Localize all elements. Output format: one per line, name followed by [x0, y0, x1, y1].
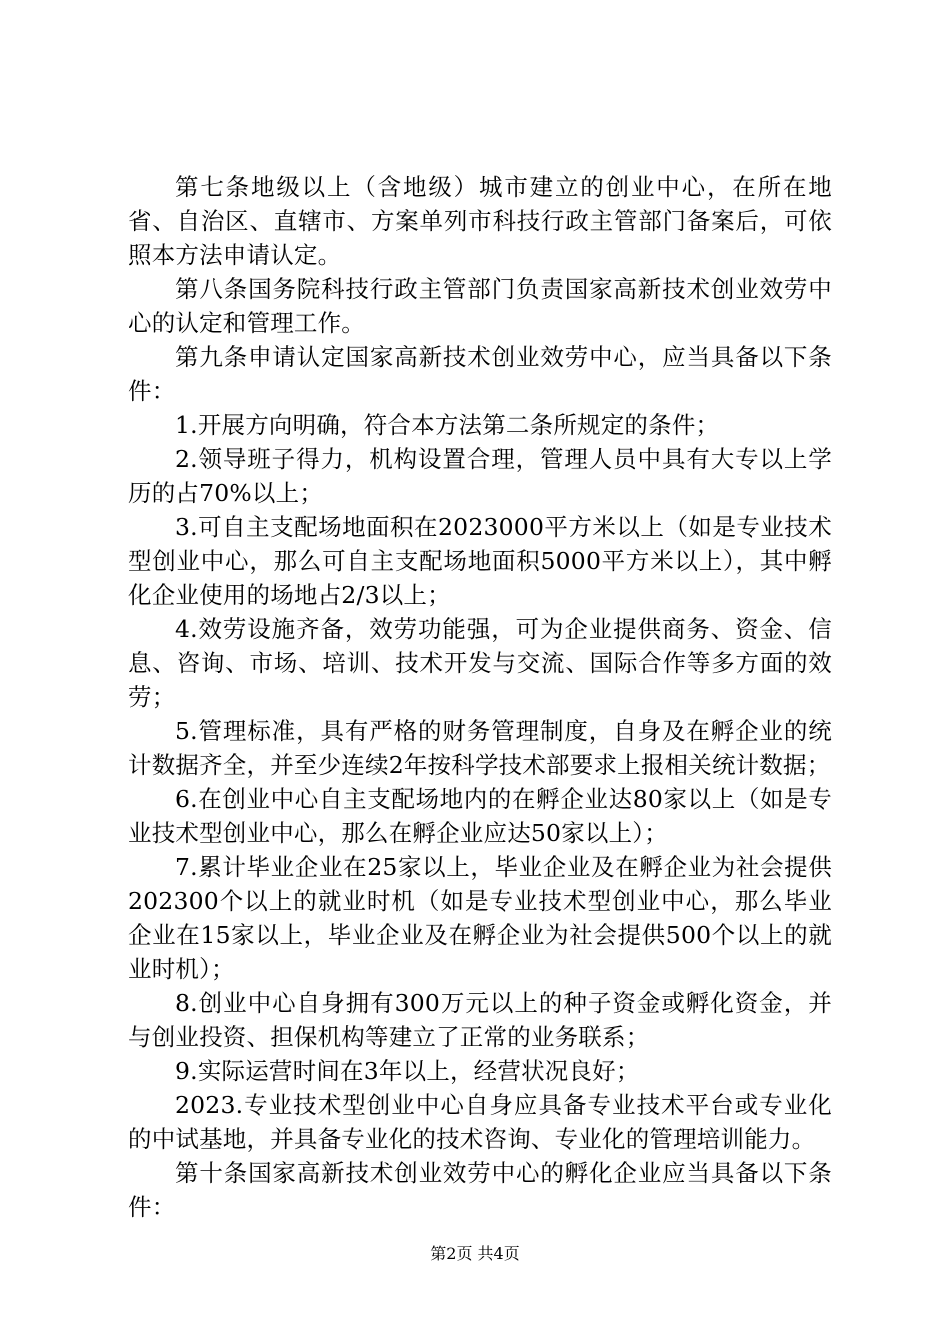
- condition-item-5: 5.管理标准，具有严格的财务管理制度，自身及在孵企业的统计数据齐全，并至少连续2年按科学技术部要求上报相关统计数据；: [128, 717, 832, 779]
- condition-item-7: 7.累计毕业企业在25家以上，毕业企业及在孵企业为社会提供202300个以上的就业时机（如是专业技术型创业中心，那么毕业企业在15家以上，毕业企业及在孵企业为社会提供500个以上的就业时机）；: [128, 853, 832, 983]
- condition-item-2: 2.领导班子得力，机构设置合理，管理人员中具有大专以上学历的占70%以上；: [128, 445, 832, 507]
- paragraph-article-8: 第八条国务院科技行政主管部门负责国家高新技术创业效劳中心的认定和管理工作。: [128, 275, 832, 337]
- paragraph-article-7: 第七条地级以上（含地级）城市建立的创业中心，在所在地省、自治区、直辖市、方案单列市科技行政主管部门备案后，可依照本方法申请认定。: [128, 173, 832, 269]
- condition-item-8: 8.创业中心自身拥有300万元以上的种子资金或孵化资金，并与创业投资、担保机构等建立了正常的业务联系；: [128, 989, 832, 1051]
- condition-item-9: 9.实际运营时间在3年以上，经营状况良好；: [175, 1057, 640, 1085]
- page-number-footer: 第2页 共4页: [430, 1244, 520, 1263]
- condition-item-3: 3.可自主支配场地面积在2023000平方米以上（如是专业技术型创业中心，那么可自主支配场地面积5000平方米以上），其中孵化企业使用的场地占2/3以上；: [128, 513, 832, 609]
- condition-item-4: 4.效劳设施齐备，效劳功能强，可为企业提供商务、资金、信息、咨询、市场、培训、技术开发与交流、国际合作等多方面的效劳；: [128, 615, 832, 711]
- paragraph-article-9: 第九条申请认定国家高新技术创业效劳中心，应当具备以下条件：: [128, 343, 832, 405]
- condition-item-10: 2023.专业技术型创业中心自身应具备专业技术平台或专业化的中试基地，并具备专业化的技术咨询、专业化的管理培训能力。: [128, 1091, 832, 1153]
- paragraph-article-10: 第十条国家高新技术创业效劳中心的孵化企业应当具备以下条件：: [128, 1159, 832, 1221]
- condition-item-1: 1.开展方向明确，符合本方法第二条所规定的条件；: [175, 411, 720, 439]
- document-body: [128, 170, 832, 1224]
- condition-item-6: 6.在创业中心自主支配场地内的在孵企业达80家以上（如是专业技术型创业中心，那么在孵企业应达50家以上）；: [128, 785, 832, 847]
